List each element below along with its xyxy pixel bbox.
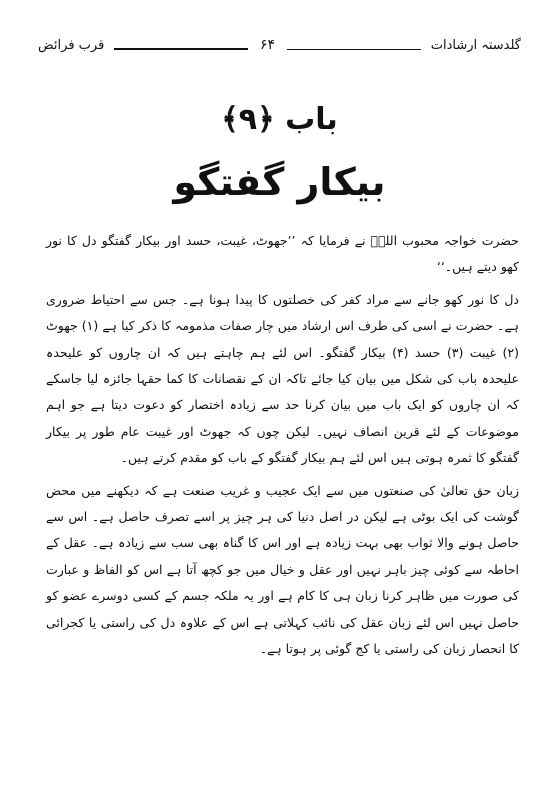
body-text xyxy=(46,228,519,663)
paragraph-tongue: زبان حق تعالیٰ کی صنعتوں میں سے ایک عجیب و غریب صنعت ہے کہ دیکھنے میں محض گوشت کی ایک بوٹی ہے لیکن در اصل دنیا کی ہر چیز پر اسے تصرف حاصل ہے۔ اس سے حاصل ہونے والا ثواب بھی بہت زیادہ ہے اور اس کا گناہ بھی سب سے زیادہ ہے۔ عقل کے احاطہ سے کوئی چیز باہر نہیں اور عقل و خیال میں جو کچھ آتا ہے اس کو الفاظ و عبارت کی صورت میں ظاہر کرنا زبان ہی کا کام ہے اور یہ ملکہ جسم کے کسی دوسرے عضو کو حاصل نہیں اس لئے زبان عقل کی نائب کہلاتی ہے اس کے علاوہ دل کی راستی یا کجرائی کا انحصار زبان کی راستی یا کج گوئی پر ہوتا ہے۔ xyxy=(46,482,519,657)
chapter-title-heading: بیکار گفتگو xyxy=(173,160,386,204)
book-title: گلدستہ ارشادات xyxy=(430,37,521,53)
running-header xyxy=(38,30,521,60)
header-rule-right xyxy=(287,49,421,50)
header-rule-left xyxy=(114,48,248,50)
chapter-number-heading: باب ﴿۹﴾ xyxy=(221,102,338,137)
paragraph-quote: حضرت خواجہ محبوب اللہؒ نے فرمایا کہ ’’جھوٹ، غیبت، حسد اور بیکار گفتگو دل کا نور کھو دیتے ہیں۔‘‘ xyxy=(46,233,519,275)
section-name: قرب فرائض xyxy=(38,37,105,53)
paragraph-explanation: دل کا نور کھو جانے سے مراد کفر کی خصلتوں کا پیدا ہونا ہے۔ جس سے احتیاط ضروری ہے۔ حضرت نے اسی کی طرف اس ارشاد میں چار صفات مذمومہ کا ذکر کیا ہے (۱) جھوٹ (۲) غیبت (۳) حسد (۴) بیکار گفتگو۔ اس لئے ہم چاہتے ہیں کہ ان چاروں کو علیحدہ علیحدہ باب کی شکل میں بیان کیا جائے تاکہ ان کے نقصانات کا کما حقہا جائزہ لیا جاسکے کہ ان چاروں کو ایک باب میں بیان کرنا حد سے زیادہ اختصار کو دعوت دیتا ہے جو اہم موضوعات کے لئے قرین انصاف نہیں۔ لیکن چوں کہ جھوٹ اور غیبت عام طور پر بیکار گفتگو کا ثمرہ ہوتی ہیں اس لئے ہم بیکار گفتگو کے باب کو مقدم کرتے ہیں۔ xyxy=(46,291,519,466)
page-number: ۶۴ xyxy=(260,37,276,53)
